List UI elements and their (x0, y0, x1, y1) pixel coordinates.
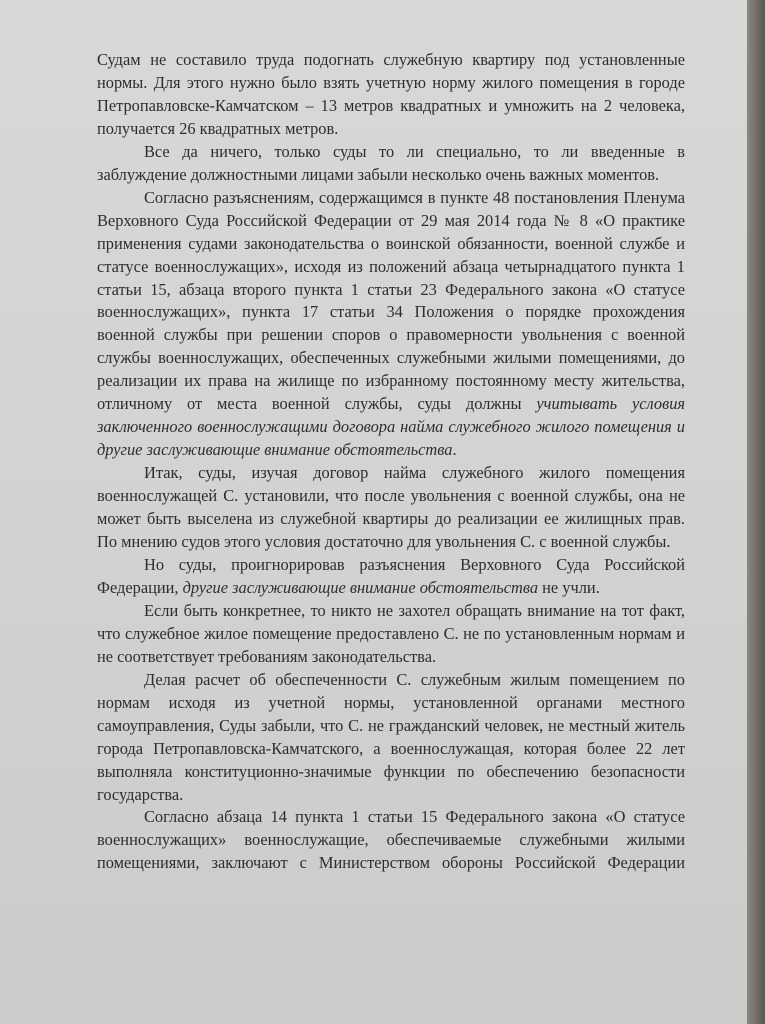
paragraph-4 (97, 462, 685, 554)
paragraph-5-text: Но суды, проигнорировав разъяснения Верховного Суда Российской Федерации, (97, 554, 685, 597)
background-surface (747, 0, 765, 1024)
paragraph-3-italic-text: учитывать условия заключенного военнослужащими договора найма служебного жилого помещения и другие заслуживающие внимание обстоятельства (97, 394, 686, 460)
paragraph-8 (97, 806, 685, 875)
paragraph-1 (97, 49, 685, 141)
paragraph-2 (97, 141, 685, 187)
paragraph-4-text: Итак, суды, изучая договор найма служебного жилого помещения военнослужащей С. установили, что после увольнения с военной службы, она не может быть выселена из служебной квартиры до реализации ее жилищных прав. По мнению судов этого условия достаточно для увольнения С. с военной службы. (97, 463, 685, 552)
paragraph-2-text: Все да ничего, только суды то ли специально, то ли введенные в заблуждение должностными лицами забыли несколько очень важных моментов. (97, 141, 685, 184)
paragraph-5-text-end: не учли. (538, 577, 600, 597)
paragraph-3-text: Согласно разъяснениям, содержащимся в пункте 48 постановления Пленума Верховного Суда Российской Федерации от 29 мая 2014 года № 8 «О практике применения судами законодательства о воинской обязанности, военной службе и статусе военнослужащих», исходя из положений абзаца четырнадцатого пункта 1 статьи 15, абзаца второго пункта 1 статьи 23 Федерального закона «О статусе военнослужащих», пункта 17 статьи 34 Положения о порядке прохождения военной службы при решении споров о правомерности увольнения с военной службы военнослужащих, обеспеченных служебными жилыми помещениями, до реализации их права на жилище по избранному постоянному месту жительства, отличному от места военной службы, суды должны (97, 187, 685, 414)
paragraph-6-text: Если быть конкретнее, то никто не захотел обращать внимание на тот факт, что служебное жилое помещение предоставлено С. не по установленным нормам и не соответствует требованиям законодательства. (97, 600, 685, 666)
paragraph-7-text: Делая расчет об обеспеченности С. служебным жилым помещением по нормам исходя из учетной нормы, установленной органами местного самоуправления, Суды забыли, что С. не гражданский человек, не местный житель города Петропавловска-Камчатского, а военнослужащая, которая более 22 лет выполняла конституционно-значимые функции по обеспечению безопасности государства. (97, 669, 685, 804)
paragraph-3 (97, 187, 685, 462)
paragraph-3-period: . (452, 440, 457, 460)
paragraph-5-italic-text: другие заслуживающие внимание обстоятельства (182, 577, 539, 597)
paragraph-8-text: Согласно абзаца 14 пункта 1 статьи 15 Федерального закона «О статусе военнослужащих» военнослужащие, обеспечиваемые служебными жилыми помещениями, заключают с Министерством обороны Российской Федерации (97, 807, 685, 873)
paragraph-7 (97, 669, 685, 807)
paragraph-1-text: Судам не составило труда подогнать служебную квартиру под установленные нормы. Для этого нужно было взять учетную норму жилого помещения в городе Петропавловске-Камчатском – 13 метров квадратных и умножить на 2 человека, получается 26 квадратных метров. (97, 50, 685, 138)
paragraph-6 (97, 600, 685, 669)
paragraph-5 (97, 554, 685, 600)
document-text (97, 49, 685, 875)
